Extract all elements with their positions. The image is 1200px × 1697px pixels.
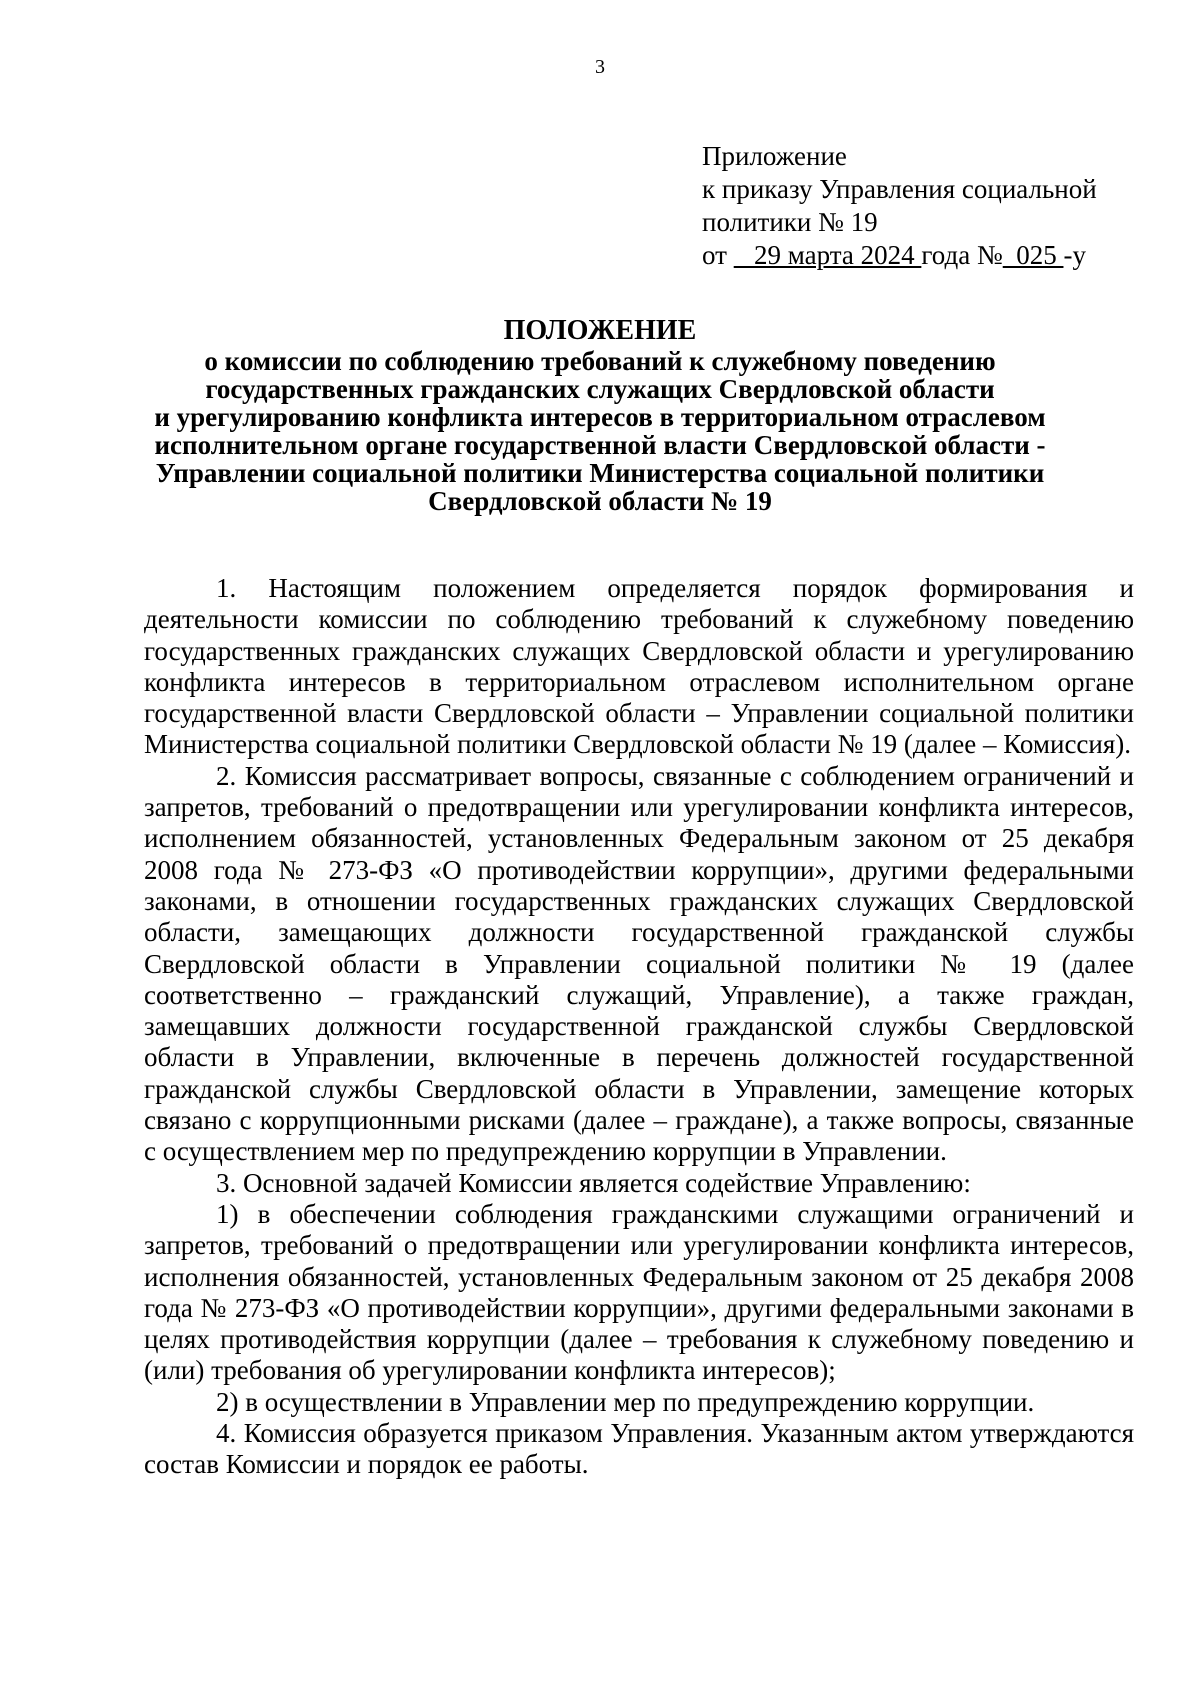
title-main: ПОЛОЖЕНИЕ [503, 315, 697, 346]
title-line: исполнительном органе государственной власти Свердловской области - [154, 430, 1046, 460]
title-line: Управлении социальной политики Министерства социальной политики [155, 458, 1045, 488]
paragraph: 2. Комиссия рассматривает вопросы, связанные с соблюдением ограничений и запретов, требований о предотвращении или урегулировании конфликта интересов, исполнением обязанностей, установленных Федеральным законом от 25 декабря 2008 года № 273-ФЗ «О противодействии коррупции», другими федеральными законами, в отношении государственных гражданских служащих Свердловской области, замещающих должности государственной гражданской службы Свердловской области в Управлении социальной политики № 19 (далее соответственно – гражданский служащий, Управление), а также граждан, замещавших должности государственной гражданской службы Свердловской области в Управлении, включенные в перечень должностей государственной гражданской службы Свердловской области в Управлении, замещение которых связано с коррупционными рисками (далее – граждане), а также вопросы, связанные с осуществлением мер по предупреждению коррупции в Управлении. [144, 760, 1134, 1167]
page-number: 3 [595, 56, 605, 78]
appendix-header [702, 140, 1172, 272]
date-middle: года № [921, 240, 1003, 270]
paragraph: 3. Основной задачей Комиссии является содействие Управлению: [216, 1167, 971, 1198]
order-number: 025 [1002, 240, 1064, 270]
title-line: о комиссии по соблюдению требований к служебному поведению [204, 346, 996, 376]
title-line: Свердловской области № 19 [428, 486, 772, 516]
paragraph: 1) в обеспечении соблюдения гражданскими служащими ограничений и запретов, требований о предотвращении или урегулировании конфликта интересов, исполнения обязанностей, установленных Федеральным законом от 25 декабря 2008 года № 273-ФЗ «О противодействии коррупции», другими федеральными законами в целях противодействия коррупции (далее – требования к служебному поведению и (или) требования об урегулировании конфликта интересов); [144, 1198, 1134, 1386]
document-title [120, 317, 1080, 515]
paragraph: 2) в осуществлении в Управлении мер по предупреждению коррупции. [216, 1386, 1035, 1417]
appendix-line: к приказу Управления социальной [702, 174, 1097, 204]
title-line: государственных гражданских служащих Свердловской области [205, 374, 995, 404]
paragraph: 4. Комиссия образуется приказом Управления. Указанным актом утверждаются состав Комиссии и порядок ее работы. [144, 1418, 1134, 1480]
appendix-line: Приложение [702, 141, 847, 171]
number-suffix: -у [1063, 240, 1086, 270]
appendix-line: политики № 19 [702, 207, 878, 237]
document-body [144, 573, 1134, 1481]
title-line: и урегулированию конфликта интересов в территориальном отраслевом [154, 402, 1046, 432]
paragraph: 1. Настоящим положением определяется порядок формирования и деятельности комиссии по соблюдению требований к служебному поведению государственных гражданских служащих Свердловской области и урегулированию конфликта интересов в территориальном отраслевом исполнительном органе государственной власти Свердловской области – Управлении социальной политики Министерства социальной политики Свердловской области № 19 (далее – Комиссия). [144, 573, 1134, 760]
date-prefix: от [702, 240, 727, 270]
appendix-date-line [702, 239, 1172, 272]
order-date: 29 марта 2024 [733, 240, 922, 270]
